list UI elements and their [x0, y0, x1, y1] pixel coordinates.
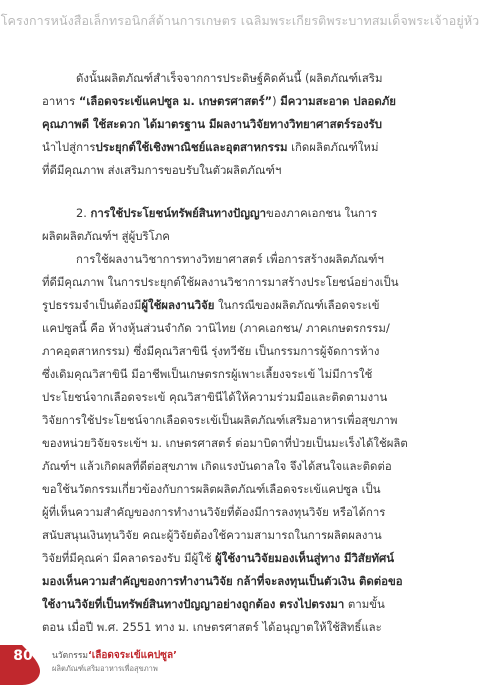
product-name: “เลือดจระเข้แคปซูล ม. เกษตรศาสตร์”	[78, 94, 273, 108]
page-number: 80	[13, 648, 33, 664]
footer-book-title: นวัตกรรม‘เลือดจระเข้แคปซูล’	[52, 650, 177, 661]
article-body	[42, 67, 460, 639]
footer-subtitle: ผลิตภัณฑ์เสริมอาหารเพื่อสุขภาพ	[52, 664, 158, 673]
paragraph-research-use: การใช้ผลงานวิชาการทางวิทยาศาสตร์ เพื่อการสร้างผลิตภัณฑ์ฯ ที่ดีมีคุณภาพ ในการประยุกต์ใช้ผลงานวิชาการมาสร้างประโยชน์อย่างเป็น รูปธรรมจำเป็นต้องมีผู้ใช้ผลงานวิจัย ในกรณีของผลิตภัณฑ์เลือดจระเข้ แคปซูลนี้ คือ ห้างหุ้นส่วนจำกัด วานิไทย (ภาคเอกชน/ ภาคเกษตรกรรม/ ภาคอุตสาหกรรม) ซึ่งมีคุณวิสาขินี รุ่งทวีชัย เป็นกรรมการผู้จัดการห้าง ซึ่งเดิมคุณวิสาขินี มีอาชีพเป็นเกษตรกรผู้เพาะเลี้ยงจระเข้ ไม่มีการใช้ ประโยชน์จากเลือดจระเข้ คุณวิสาขินีได้ให้ความร่วมมือและติดตามงาน วิจัยการใช้ประโยชน์จากเลือดจระเข้เป็นผลิตภัณฑ์เสริมอาหารเพื่อสุขภาพ ของหน่วยวิจัยจระเข้ฯ ม. เกษตรศาสตร์ ต่อมาบิดาที่ป่วยเป็นมะเร็งได้ใช้ผลิต ภัณฑ์ฯ แล้วเกิดผลที่ดีต่อสุขภาพ เกิดแรงบันดาลใจ จึงได้สนใจและติดต่อ ขอใช้นวัตกรรมเกี่ยวข้องกับการผลิตผลิตภัณฑ์เลือดจระเข้แคปซูล เป็น ผู้ที่เห็นความสำคัญของการทำงานวิจัยที่ต้องมีการลงทุนวิจัย หรือได้การ สนับสนุนเงินทุนวิจัย คณะผู้วิจัยต้องใช้ความสามารถในการผลิตผลงาน วิจัยที่มีคุณค่า มีคลาดรองรับ มีผู้ใช้ ผู้ใช้งานวิจัยมองเห็นสู่ทาง มีวิสัยทัศน์ มองเห็นความสำคัญของการทำงานวิจัย กล้าที่จะลงทุนเป็นตัวเงิน ติดต่อขอ ใช้งานวิจัยที่เป็นทรัพย์สินทางปัญญาอย่างถูกต้อง ตรงไปตรงมา ตามขั้น ตอน เมื่อปี พ.ศ. 2551 ทาง ม. เกษตรศาสตร์ ได้อนุญาตให้ใช้สิทธิ์และ	[42, 252, 408, 634]
running-header: โครงการหนังสือเล็กทรอนิกส์ด้านการเกษตร เฉลิมพระเกียรติพระบาทสมเด็จพระเจ้าอยู่หัว	[0, 13, 480, 28]
section-heading-2: 2. การใช้ประโยชน์ทรัพย์สินทางปัญญาของภาคเอกชน ในการ ผลิตผลิตภัณฑ์ฯ สู่ผู้บริโภค	[42, 206, 378, 243]
paragraph-conclusion: ดังนั้นผลิตภัณฑ์สำเร็จจากการประดิษฐ์คิดค้นนี้ (ผลิตภัณฑ์เสริม อาหาร “เลือดจระเข้แคปซูล ม. เกษตรศาสตร์”) มีความสะอาด ปลอดภัย คุณภาพดี ใช้สะดวก ได้มาตรฐาน มีผลงานวิจัยทางวิทยาศาสตร์รองรับ นำไปสู่การประยุกต์ใช้เชิงพาณิชย์และอุตสาหกรรม เกิดผลิตภัณฑ์ใหม่ ที่ดีมีคุณภาพ ส่งเสริมการขอบรับในตัวผลิตภัณฑ์ฯ	[42, 71, 396, 177]
